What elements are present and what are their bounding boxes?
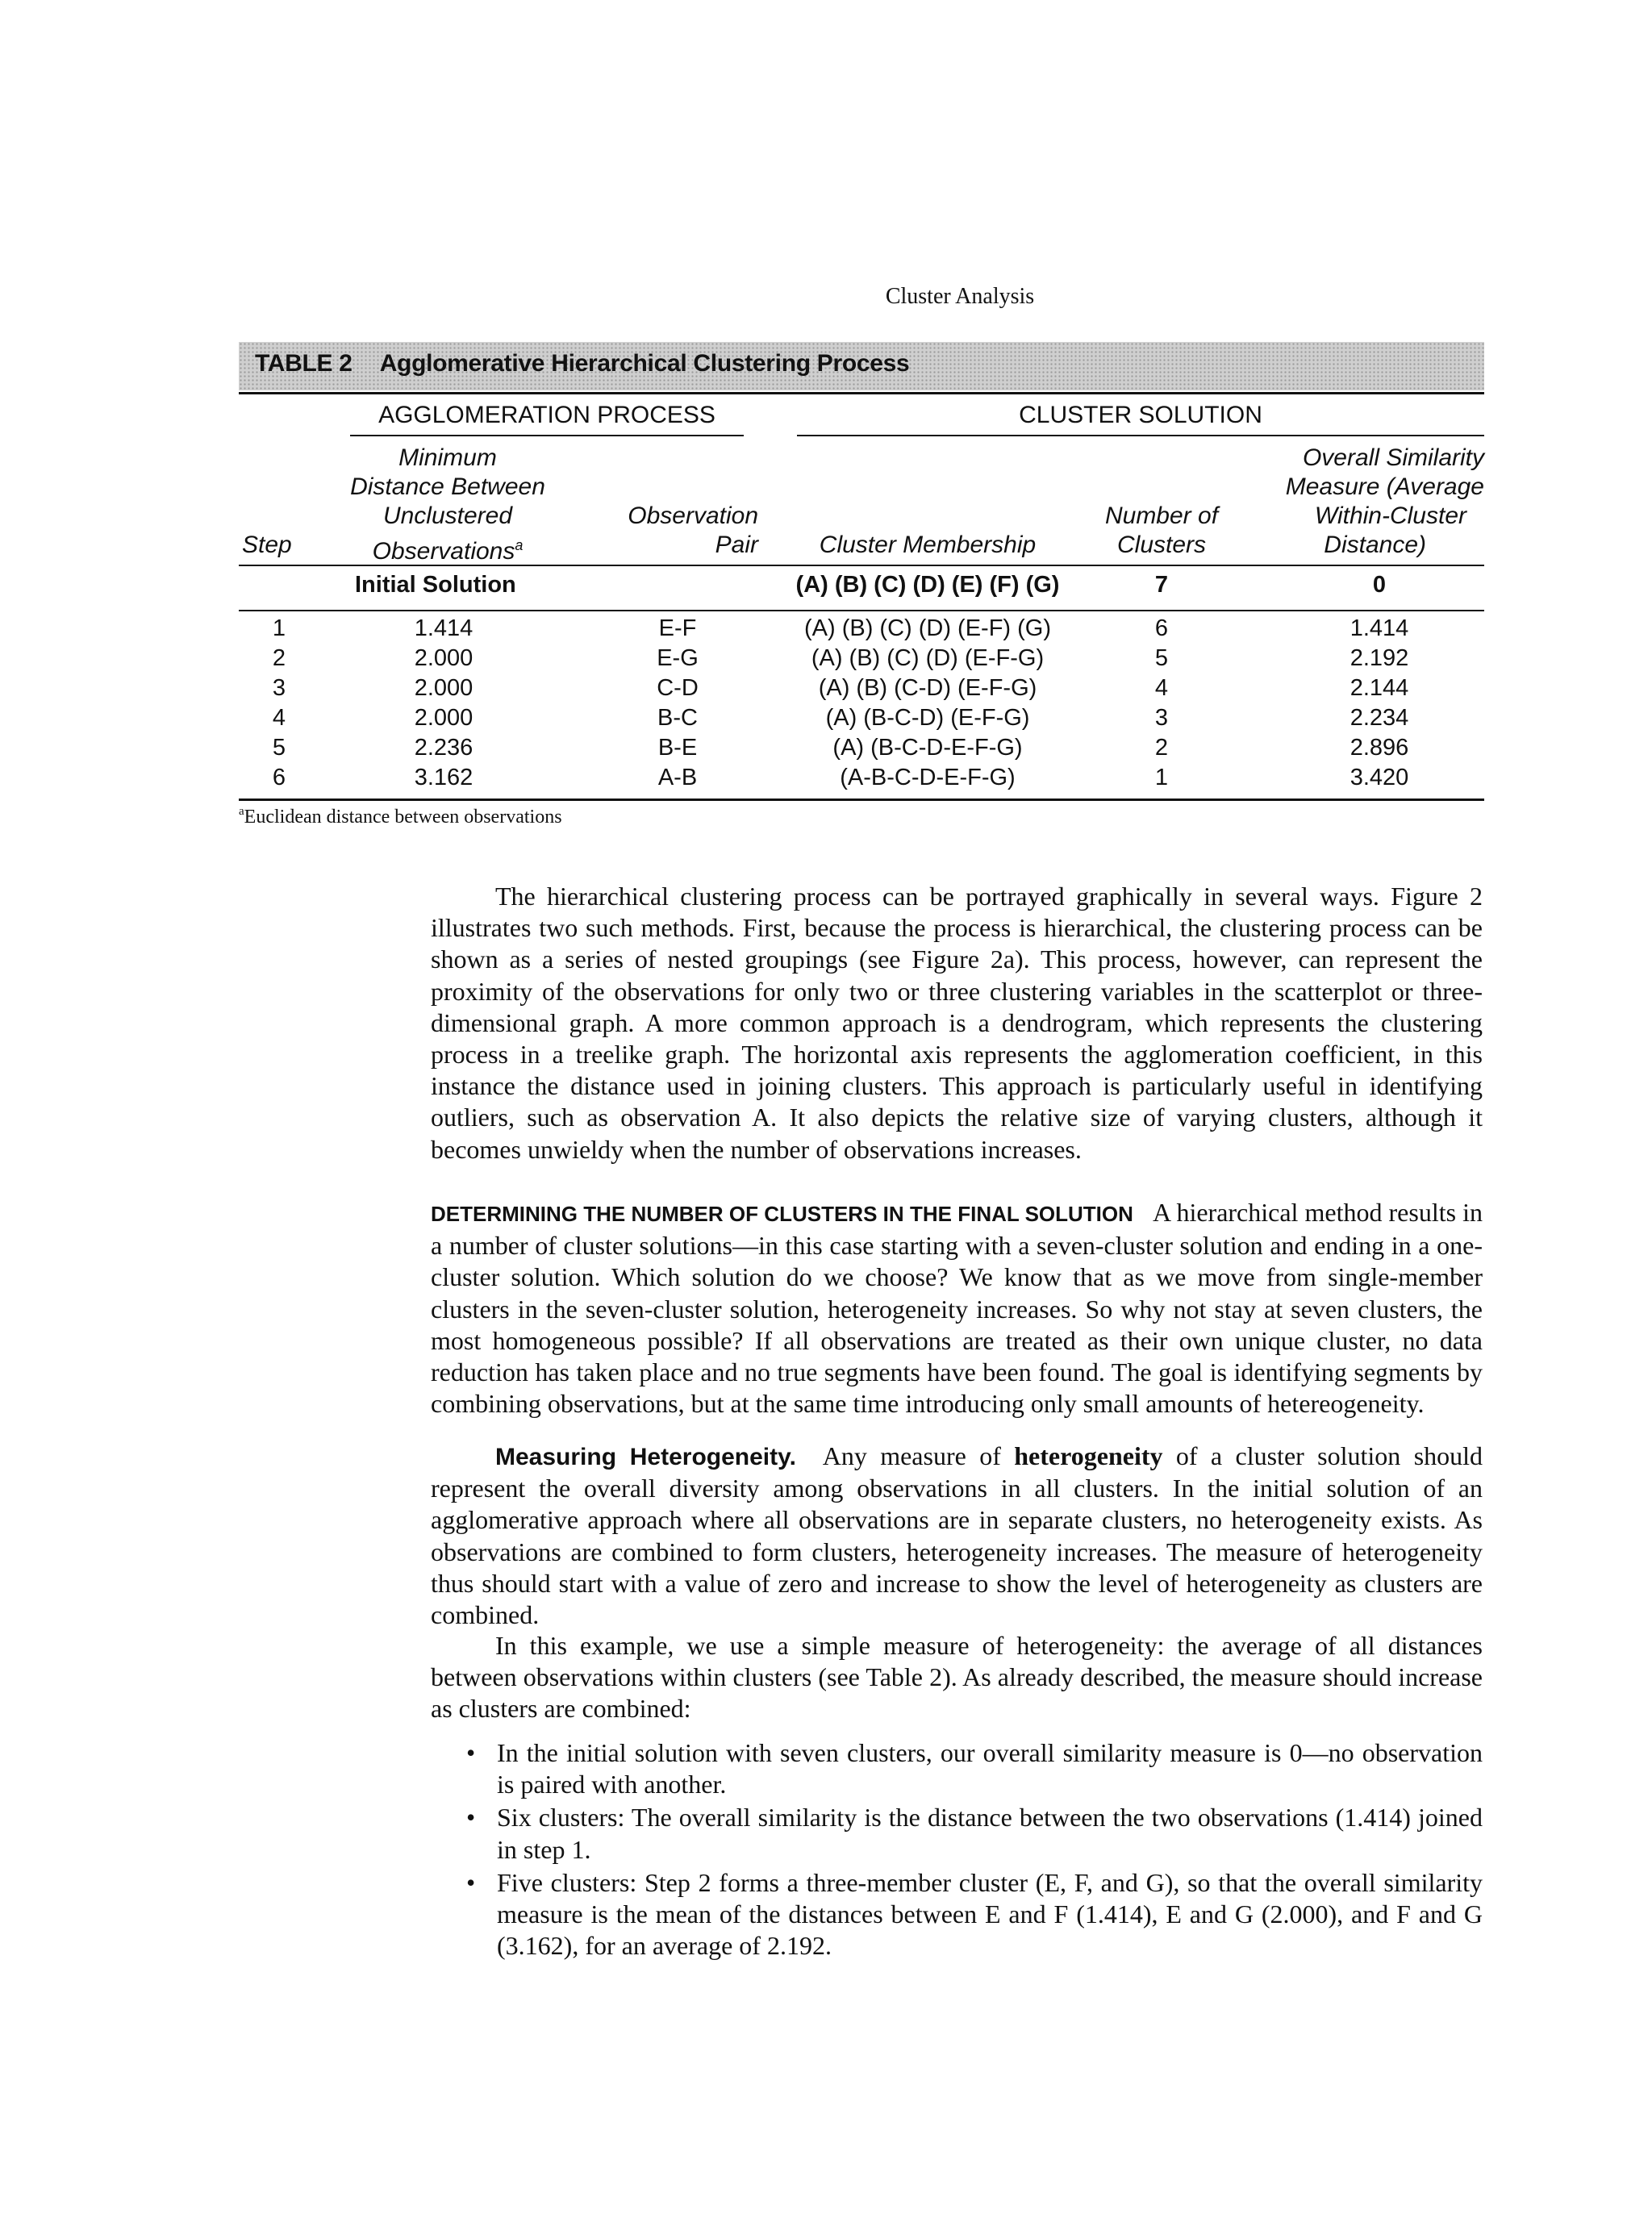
membership-cell: (A) (B-C-D) (E-F-G) [825,705,1030,731]
step-cell: 3 [272,675,286,701]
membership-cell: (A) (B-C-D-E-F-G) [832,735,1023,761]
distance-cell: 2.000 [414,645,473,671]
subsection-heading: Measuring Heterogeneity. [495,1444,796,1470]
paragraph-dendrogram: The hierarchical clustering process can be portrayed graphically in several ways. Figure 2 illustrates two such methods. First, because the process is hierarchical, the clustering process can be shown as a series of nested groupings (see Figure 2a). This process, however, can represent the proximity of the observations for only two or three clustering variables in the scatterplot or three-dimensional graph. A more common approach is a dendrogram, which represents the clustering process in a treelike graph. The horizontal axis represents the agglomeration coefficient, in this instance the distance used in joining clusters. This approach is particularly useful in identifying outliers, such as observation A. It also depicts the relative size of varying clusters, although it becomes unwieldy when the number of observations increases. [431,882,1483,1164]
table-caption [255,350,909,377]
min-distance-header-line: Observations [372,538,515,565]
number-of-clusters-column-header [1089,502,1234,560]
min-distance-header-line: Minimum [398,444,497,471]
pair-cell: B-E [657,735,698,761]
distance-cell: 2.236 [414,735,473,761]
pair-cell: E-F [658,615,697,641]
clusters-cell: 5 [1154,645,1169,671]
bullet-list [431,1737,1483,1963]
table-title: Agglomerative Hierarchical Clustering Process [379,350,910,377]
list-item-text: Six clusters: The overall similarity is the distance between the two observations (1.414) joined in step 1. [497,1803,1483,1864]
list-item [431,1737,1483,1800]
membership-cell: (A) (B) (C) (D) (E-F-G) [811,645,1045,671]
pair-header-line: Observation [628,502,758,529]
list-item [431,1867,1483,1962]
membership-cell: (A) (B) (C) (D) (E-F) (G) [803,615,1051,641]
clusters-cell: 4 [1154,675,1169,701]
similarity-cell: 3.420 [1350,765,1409,790]
pair-cell: B-C [657,705,698,731]
table-bottom-rule [239,799,1484,801]
clusters-header-line: Number of [1104,502,1219,529]
paragraph-number-of-clusters [431,1197,1483,1420]
similarity-header-line: Overall Similarity [1302,444,1484,471]
list-item-text: Five clusters: Step 2 forms a three-member cluster (E, F, and G), so that the overall similarity measure is the mean of the distances between E and F (1.414), E and G (2.000), and F and G (3.162), for an average of 2.192. [497,1867,1483,1961]
similarity-cell: 1.414 [1350,615,1409,641]
distance-cell: 1.414 [414,615,473,641]
cluster-solution-group-rule [797,435,1484,436]
initial-solution-label: Initial Solution [355,572,516,598]
clusters-cell: 1 [1154,765,1169,790]
similarity-cell: 2.234 [1350,705,1409,731]
paragraph-text: A hierarchical method results in a number of cluster solutions—in this case starting with a seven-cluster solution and ending in a one-cluster solution. Which solution do we choose? We know that as we move from single-member clusters in the seven-cluster solution, heterogeneity increases. So why not stay at seven clusters, the most homogeneous possible? If all observations are treated as their own unique cluster, no data reduction has taken place and no true segments have been found. The goal is identifying segments by combining observations, but at the same time introducing only small amounts of hetereogeneity. [431,1198,1483,1419]
footnote-marker: a [239,805,244,818]
step-cell: 6 [272,765,286,790]
pair-cell: A-B [657,765,698,790]
initial-membership: (A) (B) (C) (D) (E) (F) (G) [795,572,1060,598]
cluster-solution-header: CLUSTER SOLUTION [1019,402,1262,428]
initial-clusters: 7 [1154,572,1169,598]
similarity-header-line: Measure (Average [1285,473,1484,500]
bullet-icon: • [466,1867,476,1897]
clusters-header-line: Clusters [1116,532,1207,558]
membership-cell: (A-B-C-D-E-F-G) [840,765,1016,790]
min-distance-header-line: Unclustered [382,502,513,529]
footnote-marker: a [515,537,524,553]
pair-header-line: Pair [715,532,758,558]
similarity-cell: 2.192 [1350,645,1409,671]
clusters-cell: 3 [1154,705,1169,731]
clusters-cell: 6 [1154,615,1169,641]
running-head: Cluster Analysis [885,284,1035,309]
cluster-membership-column-header: Cluster Membership [819,532,1037,558]
paragraph-measuring-heterogeneity [431,1441,1483,1631]
section-heading: DETERMINING THE NUMBER OF CLUSTERS IN THE FINAL SOLUTION [431,1202,1133,1226]
similarity-cell: 2.896 [1350,735,1409,761]
similarity-header-line: Within-Cluster [1314,502,1466,529]
table-top-rule [239,392,1484,394]
table-footnote [239,807,562,828]
distance-cell: 2.000 [414,675,473,701]
observation-pair-column-header [597,502,758,560]
clusters-cell: 2 [1154,735,1169,761]
step-cell: 1 [272,615,286,641]
footnote-text: Euclidean distance between observations [244,807,562,828]
bullet-icon: • [466,1738,476,1767]
list-item [431,1802,1483,1865]
pair-cell: E-G [657,645,699,671]
step-cell: 2 [272,645,286,671]
paragraph-example-measure: In this example, we use a simple measure of heterogeneity: the average of all distances between observations within clusters (see Table 2). As already described, the measure should increase as clusters are combined: [431,1631,1483,1724]
paragraph-text: Any measure of [822,1441,1001,1470]
similarity-cell: 2.144 [1350,675,1409,701]
initial-similarity: 0 [1372,572,1387,598]
step-column-header: Step [242,532,292,558]
list-item-text: In the initial solution with seven clusters, our overall similarity measure is 0—no observation is paired with another. [497,1738,1483,1799]
membership-cell: (A) (B) (C-D) (E-F-G) [818,675,1037,701]
table-label: TABLE 2 [255,350,353,377]
bullet-icon: • [466,1803,476,1833]
min-distance-column-header [339,444,557,566]
agglomeration-process-header: AGGLOMERATION PROCESS [378,402,715,428]
distance-cell: 2.000 [414,705,473,731]
distance-cell: 3.162 [414,765,473,790]
pair-cell: C-D [657,675,699,701]
similarity-column-header [1258,444,1484,560]
min-distance-header-line: Distance Between [350,473,545,500]
similarity-header-line: Distance) [1324,532,1426,558]
key-term: heterogeneity [1014,1441,1163,1470]
agglomeration-group-rule [350,435,744,436]
step-cell: 4 [272,705,286,731]
paragraph-text: of a cluster solution should represent the overall diversity among observations in all clusters. In the initial solution of an agglomerative approach where all observations are in separate clusters, no heterogeneity exists. As observations are combined to form clusters, heterogeneity increases. The measure of heterogeneity thus should start with a value of zero and increase to show the level of heterogeneity as clusters are combined. [431,1441,1483,1630]
initial-solution-rule [239,610,1484,611]
step-cell: 5 [272,735,286,761]
